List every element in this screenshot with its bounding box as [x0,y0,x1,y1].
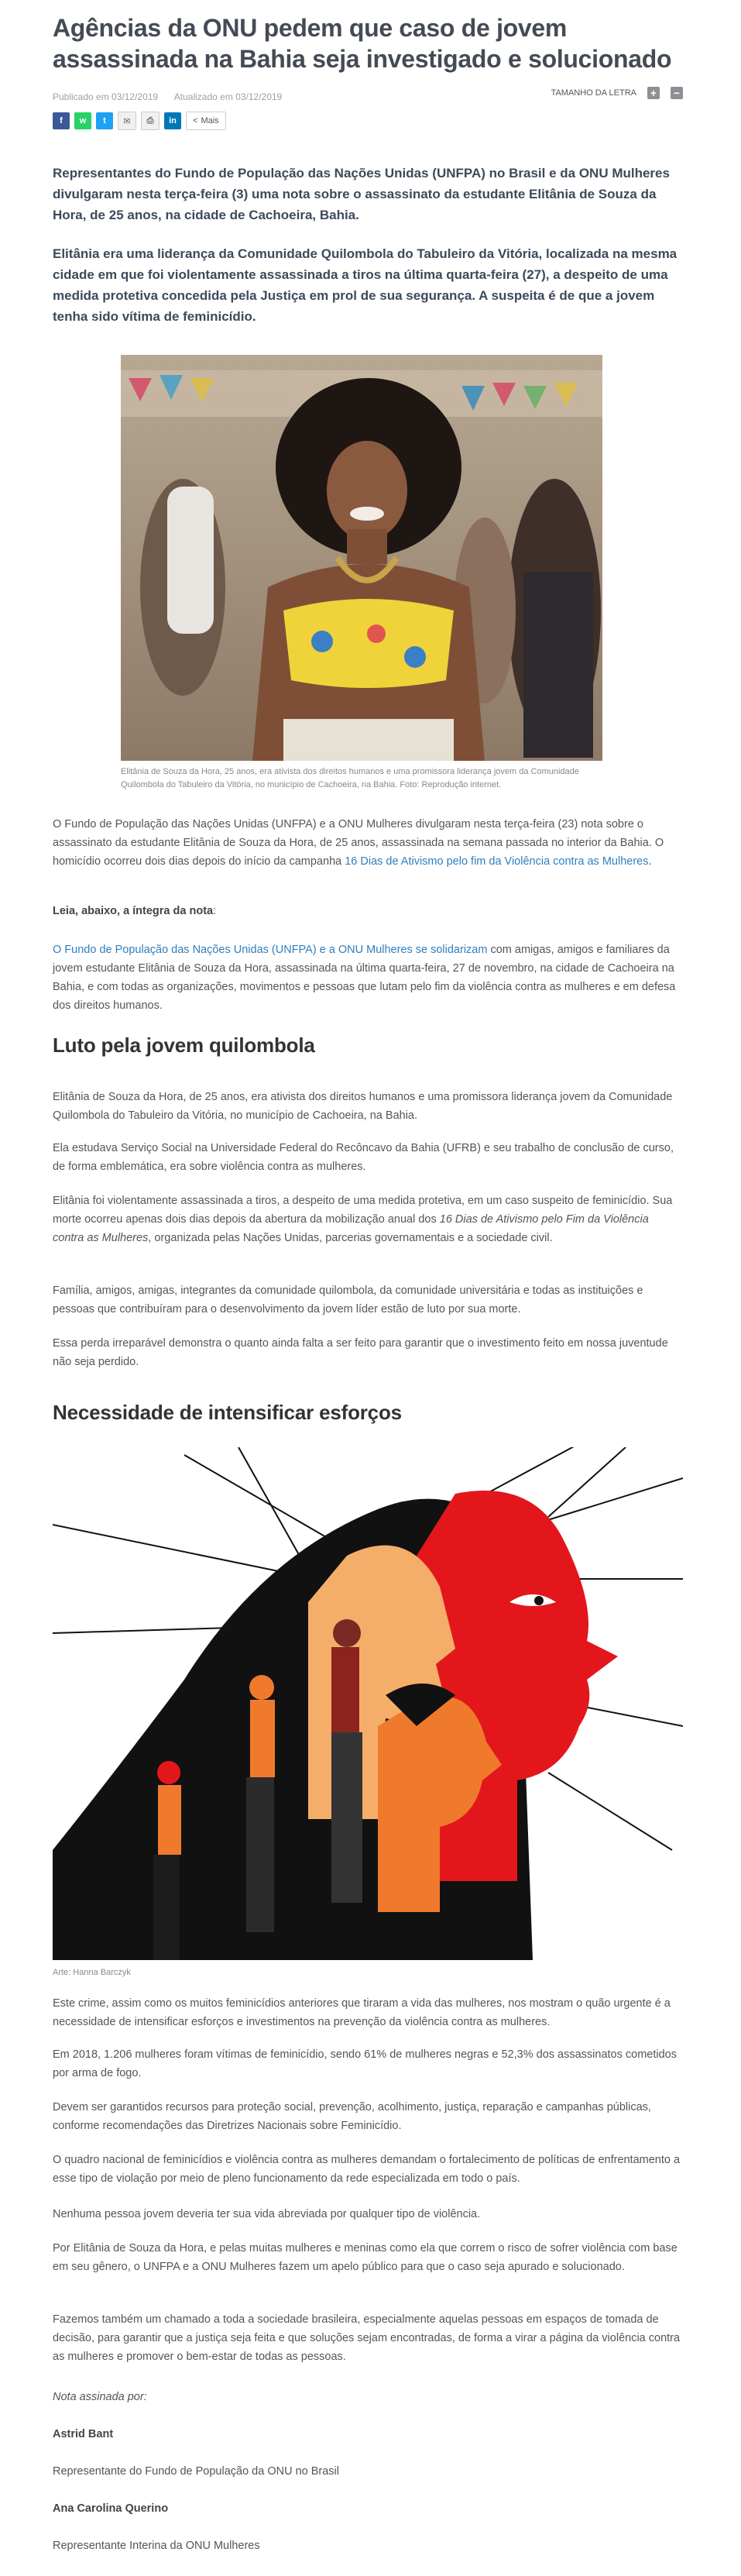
mourning-paragraph-1: Elitânia de Souza da Hora, de 25 anos, era ativista dos direitos humanos e uma promissora liderança jovem da Comunidade Quilombola do Tabuleiro da Vitória, no município de Cachoeira, na Bahia. [53,1091,673,1122]
mourning-paragraph-5: Essa perda irreparável demonstra o quanto ainda falta a ser feito para garantir que o investimento feito em nossa juventude não seja perdido. [53,1337,668,1368]
signer-2-role: Representante Interina da ONU Mulheres [53,2540,260,2552]
share-bar [53,112,226,130]
font-increase-button[interactable]: + [647,87,660,99]
mourning-paragraph-2: Ela estudava Serviço Social na Universidade Federal do Recôncavo da Bahia (UFRB) e seu trabalho de conclusão de curso, de forma emblemática, era sobre violência contra as mulheres. [53,1142,674,1173]
more-share-button[interactable] [186,112,226,130]
signer-2-name-text: Ana Carolina Querino [53,2502,169,2515]
read-note-end: : [213,905,217,917]
share-more-icon: < [193,116,198,126]
intro-p1-text: O Fundo de População das Nações Unidas (UNFPA) e a ONU Mulheres divulgaram nesta terça-feira (23) nota sobre o assassinato da estudante Elitânia de Souza da Hora, de 25 anos, assassinada na semana passada no interior da Bahia. O homicídio ocorreu dois dias depois do início da campanha [53,818,664,868]
mourning-paragraph-4: Família, amigos, amigas, integrantes da comunidade quilombola, da comunidade universitária e todas as instituições e pessoas que contribuíram para o desenvolvimento da jovem líder estão de luto por sua morte. [53,1285,643,1316]
intro-paragraph-1 [53,815,683,871]
font-size-label: TAMANHO DA LETRA [551,88,636,98]
mourning-p3-b: , organizada pelas Nações Unidas, parcerias governamentais e a sociedade civil. [148,1232,553,1244]
lead-paragraph-1: Representantes do Fundo de População das Nações Unidas (UNFPA) no Brasil e da ONU Mulheres divulgaram nesta terça-feira (3) uma nota sobre o assassinato da estudante Elitânia de Souza da Hora, de 25 anos, na cidade de Cachoeira, Bahia. [53,166,670,222]
article-title: Agências da ONU pedem que caso de jovem assassinada na Bahia seja investigado e solucionado [53,14,672,73]
efforts-paragraph-5: Nenhuma pessoa jovem deveria ter sua vida abreviada por qualquer tipo de violência. [53,2208,481,2220]
mourning-p3-em: 16 Dias de Ativismo pelo Fim da Violência contra as Mulheres [53,1213,649,1244]
portrait-photo [121,355,602,761]
efforts-paragraph-4: O quadro nacional de feminicídios e violência contra as mulheres demandam o fortalecimento de políticas de enfrentamento a esse tipo de violação por meio de pleno funcionamento da rede especializada em todo o país. [53,2154,681,2185]
section-heading-efforts: Necessidade de intensificar esforços [53,1401,402,1424]
intro-p1-end: . [648,855,652,868]
signer-1-role: Representante do Fundo de População da ONU no Brasil [53,2465,339,2478]
illustration-art [53,1447,683,1960]
intro-paragraph-2 [53,902,683,920]
email-share-icon[interactable]: ✉ [118,112,136,130]
intro-paragraph-3 [53,941,683,1015]
efforts-paragraph-7: Fazemos também um chamado a toda a sociedade brasileira, especialmente aquelas pessoas em espaços de tomada de decisão, para garantir que a justiça seja feita e que soluções sejam encontradas, de forma a virar a página da violência contra as mulheres e promover o bem-estar de todas as pessoas. [53,2313,681,2363]
efforts-paragraph-1: Este crime, assim como os muitos feminicídios anteriores que tiraram a vida das mulheres, nos mostram o quão urgente é a necessidade de intensificar esforços e investimentos na prevenção da violência contra as mulheres. [53,1997,671,2028]
signed-by-label [53,2388,683,2406]
font-decrease-button[interactable]: − [671,87,683,99]
article-meta [53,91,296,102]
efforts-paragraph-6: Por Elitânia de Souza da Hora, e pelas muitas mulheres e meninas como ela que correm o risco de sofrer violência com base em seu gênero, o UNFPA e a ONU Mulheres fazem um apelo público para que o caso seja apurado e solucionado. [53,2242,678,2273]
more-label: Mais [201,116,219,126]
font-size-control [551,87,683,99]
efforts-paragraph-2: Em 2018, 1.206 mulheres foram vítimas de feminicídio, sendo 61% de mulheres negras e 52,3% dos assassinatos cometidos por arma de fogo. [53,2048,677,2079]
twitter-share-icon[interactable]: t [96,112,113,129]
solidarity-link[interactable]: O Fundo de População das Nações Unidas (UNFPA) e a ONU Mulheres se solidarizam [53,944,488,956]
intro-p3-text: com amigas, amigos e familiares da jovem estudante Elitânia de Souza da Hora, assassinada na última quarta-feira, 27 de novembro, na cidade de Cachoeira na Bahia, e com todas as organizações, movimentos e pessoas que lutam pelo fim da violência contra as mulheres e em defesa dos direitos humanos. [53,944,676,1012]
published-date: Publicado em 03/12/2019 [53,91,159,102]
facebook-share-icon[interactable]: f [53,112,70,129]
linkedin-share-icon[interactable]: in [164,112,181,129]
updated-date: Atualizado em 03/12/2019 [173,91,283,102]
photo-caption: Elitânia de Souza da Hora, 25 anos, era ativista dos direitos humanos e uma promissora liderança jovem da Comunidade Quilombola do Tabuleiro da Vitória, no município de Cachoeira, na Bahia. Foto: Reprodução internet. [121,767,579,789]
mourning-paragraph-3 [53,1192,683,1247]
whatsapp-share-icon[interactable]: w [74,112,91,129]
signer-1-name-text: Astrid Bant [53,2428,114,2440]
read-note-label: Leia, abaixo, a íntegra da nota [53,905,214,917]
signer-1-name [53,2425,683,2444]
efforts-paragraph-3: Devem ser garantidos recursos para proteção social, prevenção, acolhimento, justiça, reparação e campanhas públicas, conforme recomendações das Diretrizes Nacionais sobre Feminicídio. [53,2101,651,2132]
lead-paragraph-2: Elitânia era uma liderança da Comunidade Quilombola do Tabuleiro da Vitória, localizada na mesma cidade em que foi violentamente assassinada a tiros na última quarta-feira (27), a despeito de uma medida protetiva concedida pela Justiça em prol de sua segurança. A suspeita é de que a jovem tenha sido vítima de feminicídio. [53,246,678,324]
section-heading-mourning: Luto pela jovem quilombola [53,1033,315,1057]
campaign-link[interactable]: 16 Dias de Ativismo pelo fim da Violência contra as Mulheres [345,855,649,868]
mourning-p3-a: Elitânia foi violentamente assassinada a tiros, a despeito de uma medida protetiva, em um caso suspeito de feminicídio. Sua morte ocorreu apenas dois dias depois da abertura da mobilização anual dos [53,1195,673,1226]
signed-by-text: Nota assinada por: [53,2391,147,2403]
print-icon[interactable]: ⎙ [141,112,160,130]
signer-2-name [53,2499,683,2518]
art-caption: Arte: Hanna Barczyk [53,1968,131,1977]
